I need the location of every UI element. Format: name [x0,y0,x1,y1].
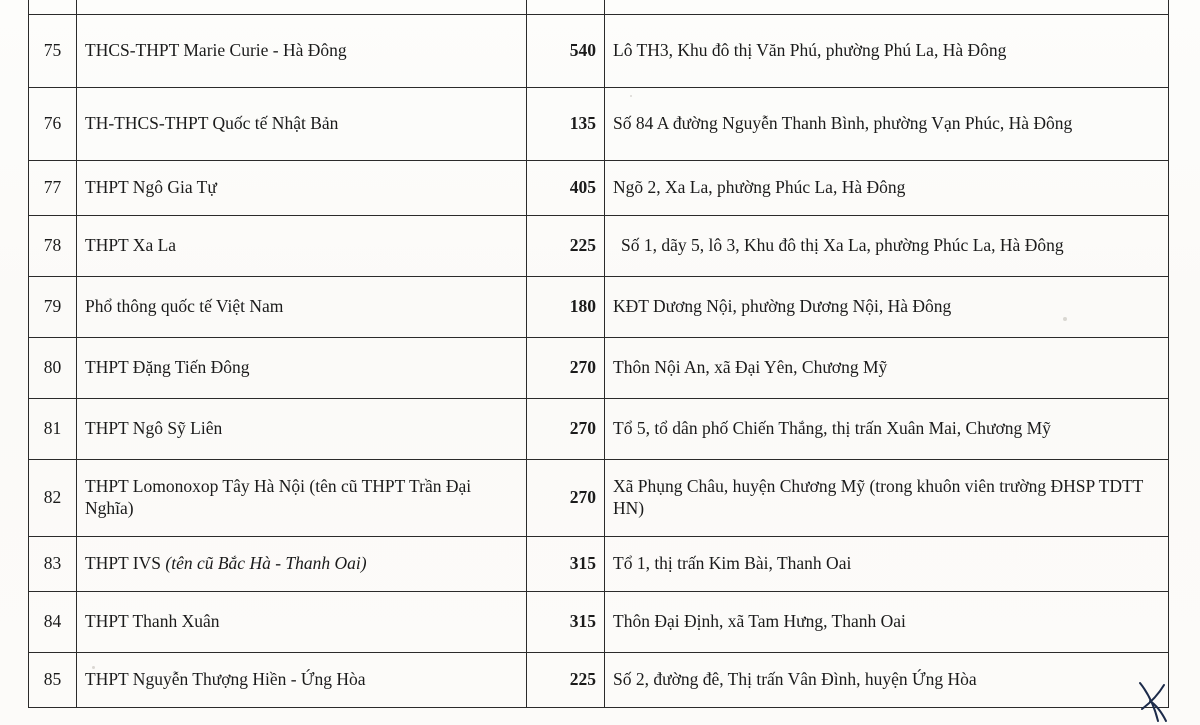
cell-no: 81 [29,399,77,460]
cell-quota: 270 [527,460,605,537]
cell-quota: 135 [527,88,605,161]
cell-address: Số 84 A đường Nguyễn Thanh Bình, phường Vạn Phúc, Hà Đông [605,88,1169,161]
cell-name: THPT Đặng Tiến Đông [77,338,527,399]
school-quota-table-container [28,0,1168,708]
cell-quota: 270 [527,338,605,399]
cell-quota: 225 [527,216,605,277]
cell-no: 77 [29,161,77,216]
cell-address: Thôn Nội An, xã Đại Yên, Chương Mỹ [605,338,1169,399]
cell-name: THPT Nguyễn Thượng Hiền - Ứng Hòa [77,653,527,708]
cell-quota: 270 [527,399,605,460]
cell-no: 78 [29,216,77,277]
scan-speck [630,95,632,97]
cell-address: Lô TH3, Khu đô thị Văn Phú, phường Phú La, Hà Đông [605,15,1169,88]
cell-quota [527,0,605,15]
cell-address: Thôn Đại Định, xã Tam Hưng, Thanh Oai [605,592,1169,653]
cell-address: KĐT Dương Nội, phường Dương Nội, Hà Đông [605,277,1169,338]
cell-quota: 315 [527,537,605,592]
table-row [29,88,1169,161]
table-row [29,216,1169,277]
cell-quota: 405 [527,161,605,216]
cell-address: Tổ 5, tổ dân phố Chiến Thắng, thị trấn Xuân Mai, Chương Mỹ [605,399,1169,460]
cell-address: Tổ 1, thị trấn Kim Bài, Thanh Oai [605,537,1169,592]
table-row [29,592,1169,653]
table-row [29,161,1169,216]
cell-name: THPT Thanh Xuân [77,592,527,653]
cell-no: 84 [29,592,77,653]
cell-no [29,0,77,15]
cell-no: 75 [29,15,77,88]
cell-no: 79 [29,277,77,338]
table-row [29,15,1169,88]
cell-quota: 315 [527,592,605,653]
cell-address: Xã Phụng Châu, huyện Chương Mỹ (trong khuôn viên trường ĐHSP TDTT HN) [605,460,1169,537]
cell-name: THPT Xa La [77,216,527,277]
cell-name: THPT Ngô Gia Tự [77,161,527,216]
school-name-former: (tên cũ Bắc Hà - Thanh Oai) [165,553,367,574]
table-row-partial [29,0,1169,15]
cell-name: THPT Lomonoxop Tây Hà Nội (tên cũ THPT Trần Đại Nghĩa) [77,460,527,537]
table-row [29,653,1169,708]
cell-name [77,537,527,592]
cell-address: Số 1, dãy 5, lô 3, Khu đô thị Xa La, phường Phúc La, Hà Đông [605,216,1169,277]
cell-quota: 180 [527,277,605,338]
scan-speck [1063,317,1067,321]
cell-address [605,0,1169,15]
school-name-prefix: THPT IVS [85,553,166,574]
cell-no: 76 [29,88,77,161]
cell-name: THPT Ngô Sỹ Liên [77,399,527,460]
table-row [29,460,1169,537]
cell-quota: 225 [527,653,605,708]
table-row [29,277,1169,338]
cell-address: Ngõ 2, Xa La, phường Phúc La, Hà Đông [605,161,1169,216]
cell-address: Số 2, đường đê, Thị trấn Vân Đình, huyện Ứng Hòa [605,653,1169,708]
cell-name: THCS-THPT Marie Curie - Hà Đông [77,15,527,88]
scan-speck [92,666,95,669]
cell-no: 85 [29,653,77,708]
cell-no: 80 [29,338,77,399]
cell-no: 83 [29,537,77,592]
cell-name: Phổ thông quốc tế Việt Nam [77,277,527,338]
school-quota-table [28,0,1169,708]
cell-no: 82 [29,460,77,537]
table-row [29,338,1169,399]
table-row [29,399,1169,460]
cell-quota: 540 [527,15,605,88]
table-row [29,537,1169,592]
cell-name [77,0,527,15]
cell-name: TH-THCS-THPT Quốc tế Nhật Bản [77,88,527,161]
